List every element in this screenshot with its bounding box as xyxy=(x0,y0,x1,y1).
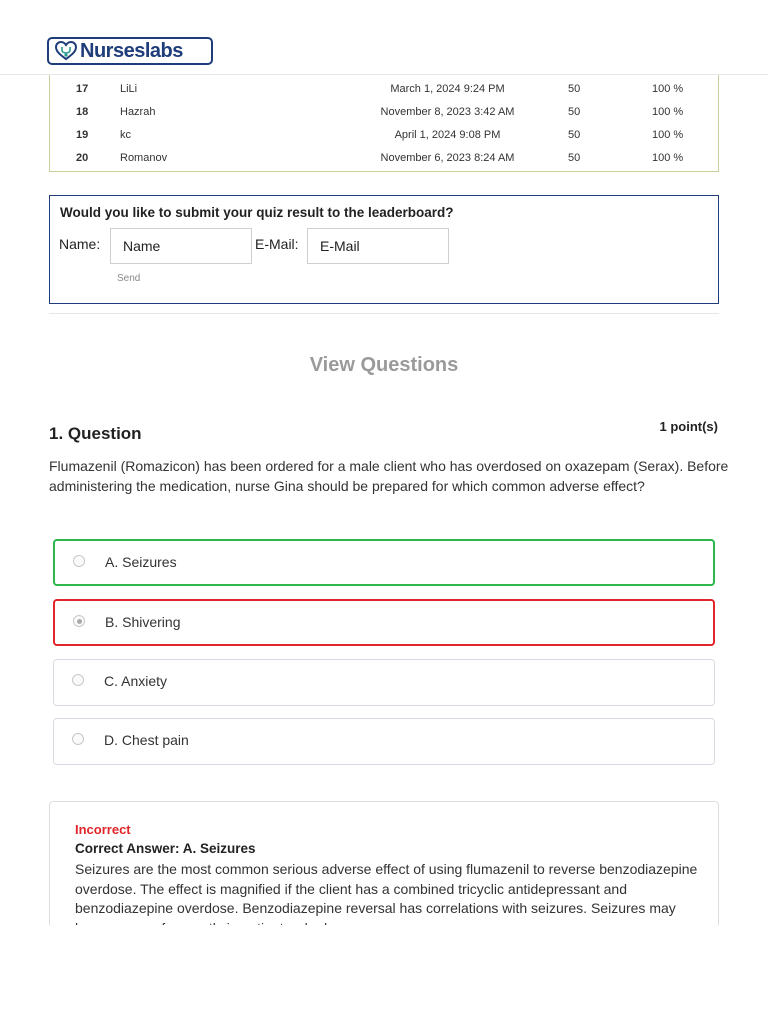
name-cell: kc xyxy=(120,129,131,141)
logo-text: Nurseslabs xyxy=(80,40,183,62)
answer-option-a[interactable] xyxy=(53,539,715,586)
points-cell: 50 xyxy=(568,152,581,164)
answer-label: D. Chest pain xyxy=(104,732,189,748)
name-cell: Romanov xyxy=(120,152,168,164)
heart-stethoscope-icon xyxy=(55,41,77,61)
submit-form-title: Would you like to submit your quiz result to the leaderboard? xyxy=(60,205,454,220)
email-label: E-Mail: xyxy=(255,236,299,252)
page-blank-area xyxy=(0,925,768,1024)
date-cell: November 8, 2023 3:42 AM xyxy=(380,106,515,118)
result-cell: 100 % xyxy=(652,83,684,95)
name-cell: Hazrah xyxy=(120,106,156,118)
answer-option-b[interactable] xyxy=(53,599,715,646)
answer-option-c[interactable] xyxy=(53,659,715,706)
result-cell: 100 % xyxy=(652,129,684,141)
question-text: Flumazenil (Romazicon) has been ordered for a male client who has overdosed on oxazepam (Serax). Before administering the medication, nurse Gina should be prepared for which common adverse effect? xyxy=(49,458,729,494)
name-field[interactable] xyxy=(110,228,252,264)
view-questions-heading: View Questions xyxy=(309,354,459,376)
rank-cell: 18 xyxy=(76,106,89,118)
site-header xyxy=(0,0,768,75)
section-divider xyxy=(49,313,719,314)
table-row xyxy=(50,124,718,147)
answer-option-d[interactable] xyxy=(53,718,715,765)
leaderboard-submit-form xyxy=(49,195,719,304)
answer-feedback xyxy=(49,801,719,941)
table-row xyxy=(50,101,718,124)
name-cell: LiLi xyxy=(120,83,138,95)
question-points: 1 point(s) xyxy=(659,419,718,434)
feedback-explanation: Seizures are the most common serious adverse effect of using flumazenil to reverse benzodiazepine overdose. The effect is magnified if the client has a combined tricyclic antidepressant and benzodiazepine overdose. Benzodiazepine reversal has correlations with seizures. Seizures may xyxy=(75,861,698,916)
date-cell: April 1, 2024 9:08 PM xyxy=(394,129,501,141)
table-row xyxy=(50,147,718,170)
radio-button[interactable] xyxy=(72,733,84,745)
date-cell: March 1, 2024 9:24 PM xyxy=(390,83,505,95)
leaderboard-table xyxy=(49,74,719,172)
question-title: 1. Question xyxy=(49,424,142,443)
answer-label: B. Shivering xyxy=(105,614,181,630)
feedback-status: Incorrect xyxy=(75,822,131,837)
correct-answer: Correct Answer: A. Seizures xyxy=(75,841,256,856)
points-cell: 50 xyxy=(568,106,581,118)
date-cell: November 6, 2023 8:24 AM xyxy=(380,152,515,164)
name-label: Name: xyxy=(59,236,101,252)
points-cell: 50 xyxy=(568,129,581,141)
points-cell: 50 xyxy=(568,83,581,95)
radio-button[interactable] xyxy=(72,674,84,686)
radio-button[interactable] xyxy=(73,555,85,567)
send-button[interactable]: Send xyxy=(117,273,141,284)
table-row xyxy=(50,78,718,101)
site-logo[interactable] xyxy=(47,37,213,65)
result-cell: 100 % xyxy=(652,106,684,118)
rank-cell: 20 xyxy=(76,152,89,164)
answer-label: A. Seizures xyxy=(105,554,177,570)
email-field[interactable] xyxy=(307,228,449,264)
rank-cell: 19 xyxy=(76,129,89,141)
radio-button-selected[interactable] xyxy=(73,615,85,627)
answer-label: C. Anxiety xyxy=(104,673,168,689)
rank-cell: 17 xyxy=(76,83,89,95)
result-cell: 100 % xyxy=(652,152,684,164)
